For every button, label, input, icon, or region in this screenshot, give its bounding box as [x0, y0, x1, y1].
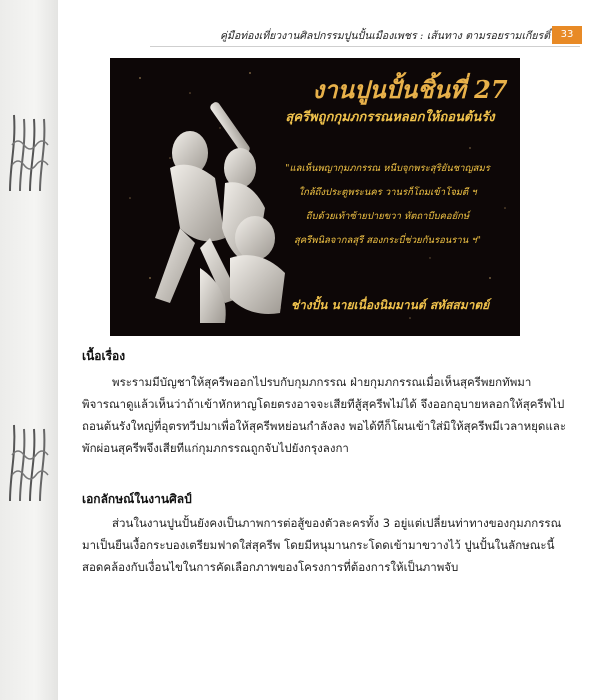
paragraph-line: สอดคล้องกับเงื่อนไขในการคัดเลือกภาพของโครงการที่ต้องการให้เป็นภาพจับ	[82, 560, 459, 574]
decorative-pattern-icon	[6, 105, 50, 195]
verse-line: ใกล้ถึงประตูพระนคร วานรก็โถมเข้าโจมตี ฯ	[298, 187, 477, 198]
paragraph-line: พิจารณาดูแล้วเห็นว่าถ้าเข้าหักหาญโดยตรงอาจจะเสียทีสู้สุครีพไม่ได้ จึงออกอุบายหลอกให้สุครีพไป	[82, 397, 565, 411]
story-paragraph	[82, 371, 567, 459]
photo-subtitle: สุครีพถูกกุมภกรรณหลอกให้ถอนต้นรัง	[285, 110, 495, 125]
section-heading-story: เนื้อเรื่อง	[82, 349, 126, 363]
paragraph-line: พักผ่อนสุครีพจึงเสียทีแก่กุมภกรรณถูกจับไปยังกรุงลงกา	[82, 441, 349, 455]
stucco-sculpture-photo	[110, 58, 520, 336]
verse-line: "แลเห็นพญากุมภกรรณ หนีบจุกพระสุริยันชาญสมร	[285, 163, 490, 174]
header-divider	[150, 46, 580, 47]
photo-title: งานปูนปั้นชิ้นที่ 27	[312, 75, 508, 104]
sculptor-credit: ช่างปั้น นายเนื่องนิมมานต์ สหัสสมาตย์	[290, 298, 490, 312]
verse-line: สุครีพนิลจากลสุรี สองกระบี่ช่วยกันรอนราน ฯ"	[294, 235, 481, 246]
art-identity-paragraph	[82, 512, 562, 578]
paragraph-line: พระรามมีบัญชาให้สุครีพออกไปรบกับกุมภกรรณ ฝ่ายกุมภกรรณเมื่อเห็นสุครีพยกทัพมา	[112, 375, 532, 389]
left-margin-strip	[0, 0, 58, 700]
section-heading-art-identity: เอกลักษณ์ในงานศิลป์	[82, 492, 192, 506]
paragraph-line: ส่วนในงานปูนปั้นยังคงเป็นภาพการต่อสู้ของตัวละครทั้ง 3 อยู่แต่เปลี่ยนท่าทางของกุมภกรรณ	[112, 516, 562, 530]
verse-line: ถีบด้วยเท้าซ้ายปายขวา หัตถาบีบคอยักษ์	[305, 211, 470, 222]
page-number: 33	[552, 26, 582, 44]
decorative-pattern-icon	[6, 415, 50, 505]
running-header: คู่มือท่องเที่ยวงานศิลปกรรมปูนปั้นเมืองเพชร : เส้นทาง ตามรอยรามเกียรติ์	[220, 30, 551, 42]
paragraph-line: มาเป็นยืนเงื้อกระบองเตรียมฟาดใส่สุครีพ โดยมีหนุมานกระโดดเข้ามาขวางไว้ ปูนปั้นในลักษณะนี้	[82, 538, 555, 552]
paragraph-line: ถอนต้นรังใหญ่ที่อุตรทวีปมาเพื่อให้สุครีพหย่อนกำลังลง พอได้ทีก็โผนเข้าใส่มิให้สุครีพมีเวลาหยุดและ	[82, 419, 567, 433]
